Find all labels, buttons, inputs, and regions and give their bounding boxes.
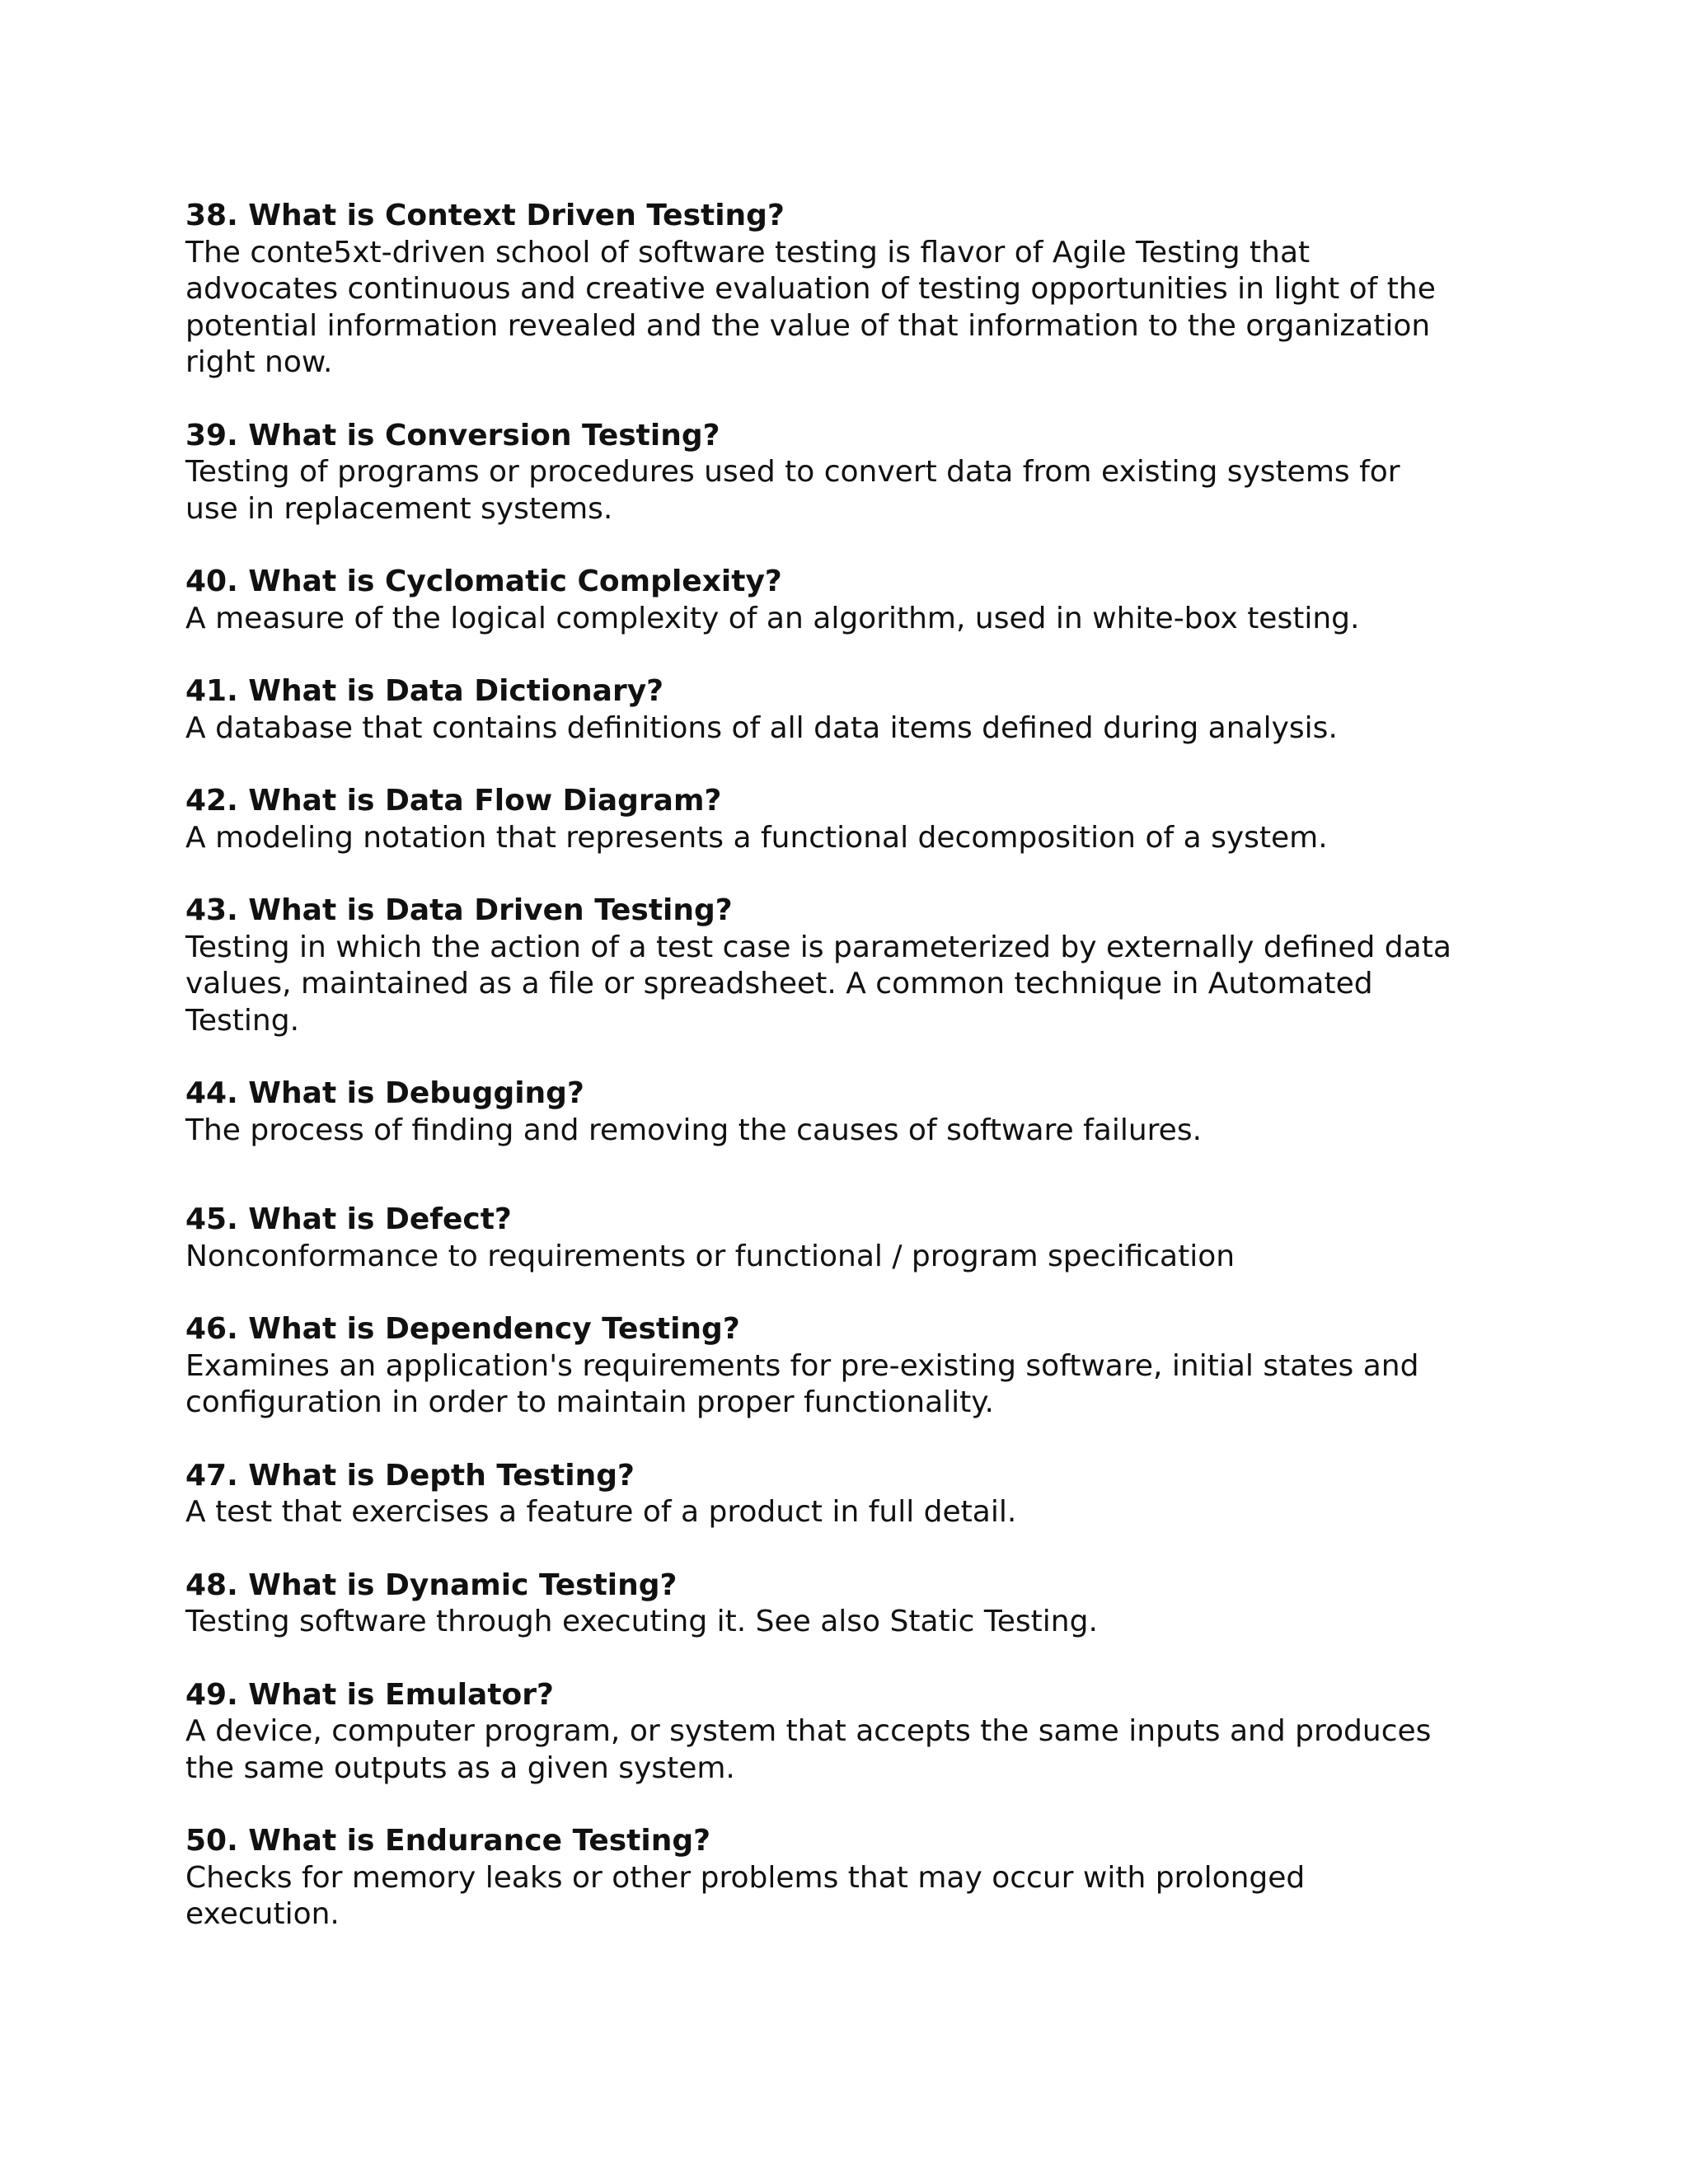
question-heading: 46. What is Dependency Testing? xyxy=(185,1312,740,1346)
qa-entry xyxy=(185,1823,1504,1933)
qa-entry xyxy=(185,1076,1504,1149)
answer-line: Testing in which the action of a test case is parameterized by externally defined data xyxy=(185,930,1451,964)
qa-entry xyxy=(185,783,1504,856)
qa-entry xyxy=(185,1202,1504,1275)
question-heading: 45. What is Defect? xyxy=(185,1202,512,1236)
answer-line: A modeling notation that represents a functional decomposition of a system. xyxy=(185,820,1328,855)
qa-entry xyxy=(185,893,1504,1039)
qa-entry xyxy=(185,198,1504,382)
answer-line: configuration in order to maintain proper functionality. xyxy=(185,1385,994,1419)
question-heading: 47. What is Depth Testing? xyxy=(185,1458,635,1493)
answer-line: the same outputs as a given system. xyxy=(185,1750,735,1785)
answer-line: Testing of programs or procedures used to convert data from existing systems for xyxy=(185,455,1400,489)
answer-line: Testing software through executing it. See also Static Testing. xyxy=(185,1605,1098,1638)
answer-line: execution. xyxy=(185,1897,340,1931)
qa-list xyxy=(185,198,1504,1970)
question-heading: 39. What is Conversion Testing? xyxy=(185,418,720,452)
question-heading: 49. What is Emulator? xyxy=(185,1677,554,1712)
answer-line: A measure of the logical complexity of an algorithm, used in white-box testing. xyxy=(185,601,1360,635)
answer-line: A database that contains definitions of all data items defined during analysis. xyxy=(185,710,1338,745)
qa-entry xyxy=(185,1568,1504,1641)
answer-line: values, maintained as a file or spreadsheet. A common technique in Automated xyxy=(185,967,1373,1001)
answer-line: right now. xyxy=(185,345,333,379)
question-heading: 38. What is Context Driven Testing? xyxy=(185,199,785,232)
answer-line: A test that exercises a feature of a product in full detail. xyxy=(185,1495,1017,1529)
qa-entry xyxy=(185,1677,1504,1788)
question-heading: 40. What is Cyclomatic Complexity? xyxy=(185,565,782,598)
answer-line: potential information revealed and the value of that information to the organization xyxy=(185,308,1431,343)
qa-entry xyxy=(185,1458,1504,1531)
question-heading: 50. What is Endurance Testing? xyxy=(185,1824,711,1858)
answer-line: Nonconformance to requirements or functional / program specification xyxy=(185,1239,1236,1273)
question-heading: 48. What is Dynamic Testing? xyxy=(185,1568,678,1602)
question-heading: 41. What is Data Dictionary? xyxy=(185,674,664,708)
answer-line: use in replacement systems. xyxy=(185,491,613,526)
question-heading: 43. What is Data Driven Testing? xyxy=(185,893,733,927)
answer-line: The conte5xt-driven school of software testing is flavor of Agile Testing that xyxy=(185,235,1311,269)
question-heading: 42. What is Data Flow Diagram? xyxy=(185,784,722,818)
answer-line: advocates continuous and creative evaluation of testing opportunities in light of the xyxy=(185,272,1436,306)
question-heading: 44. What is Debugging? xyxy=(185,1076,584,1110)
qa-entry xyxy=(185,673,1504,747)
qa-entry xyxy=(185,1311,1504,1422)
qa-entry xyxy=(185,564,1504,637)
answer-line: The process of finding and removing the causes of software failures. xyxy=(185,1113,1203,1147)
answer-line: Checks for memory leaks or other problems that may occur with prolonged xyxy=(185,1860,1306,1895)
answer-line: Testing. xyxy=(185,1003,300,1038)
qa-entry xyxy=(185,418,1504,528)
answer-line: A device, computer program, or system that accepts the same inputs and produces xyxy=(185,1714,1432,1748)
answer-line: Examines an application's requirements for pre-existing software, initial states and xyxy=(185,1348,1419,1383)
